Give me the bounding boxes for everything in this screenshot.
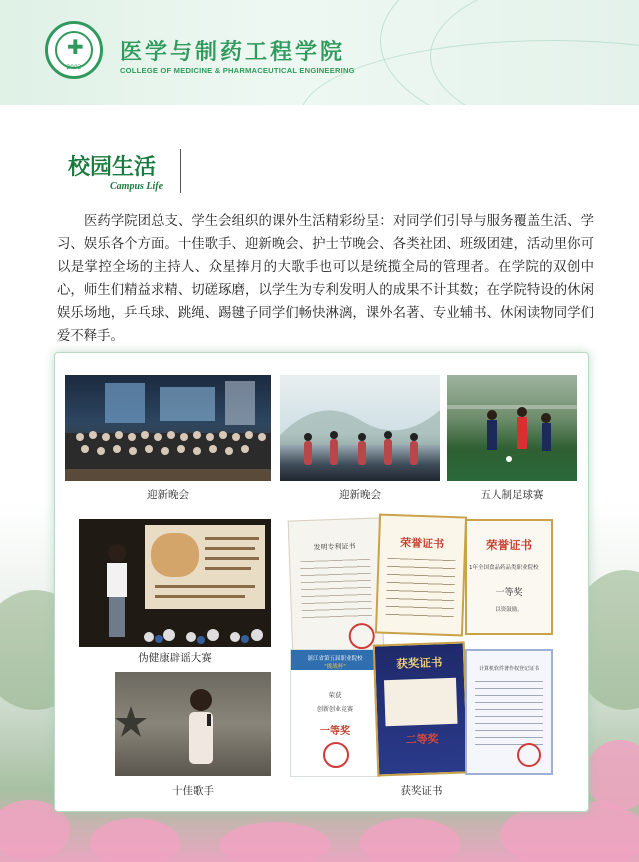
caption-health-rumor-contest: 伪健康辟谣大赛 — [138, 652, 212, 664]
cert-honor-1 — [375, 514, 467, 637]
cert-honor-2-footer: 以资鼓励。 — [495, 607, 523, 613]
caption-welcome-party-1: 迎新晚会 — [147, 489, 189, 501]
section-title: 校园生活 — [68, 154, 157, 180]
cert-award-text-panel — [384, 678, 458, 726]
cert-honor-2-prize: 一等奖 — [495, 588, 523, 598]
photo-top-singers — [115, 672, 271, 776]
logo-flame-icon: ✚ — [67, 35, 84, 59]
cert-honor-1-text-lines — [385, 558, 455, 620]
flower-shape — [90, 818, 180, 862]
college-name-cn: 医学与制药工程学院 — [120, 39, 346, 65]
cert-honor-2 — [465, 519, 553, 635]
cert-contest-brand: "挑战杯" — [324, 664, 346, 670]
college-logo — [45, 21, 103, 79]
seal-icon — [323, 742, 349, 768]
cert-honor-2-title: 荣誉证书 — [486, 538, 532, 552]
cert-award-prize: 二等奖 — [405, 732, 439, 747]
caption-top-singers: 十佳歌手 — [172, 785, 214, 797]
cert-software — [465, 649, 553, 775]
stage-group-scene — [65, 375, 271, 481]
cert-software-text-lines — [475, 681, 543, 751]
cert-award — [373, 641, 470, 776]
college-name-en: COLLEGE OF MEDICINE & PHARMACEUTICAL ENGINEERING — [120, 66, 355, 75]
seal-icon — [348, 623, 375, 650]
seal-icon — [517, 743, 541, 767]
photo-welcome-party-1 — [65, 375, 271, 481]
cert-contest — [290, 649, 380, 777]
cert-patent-title: 发明专利证书 — [313, 542, 356, 552]
dance-scene — [280, 375, 440, 481]
flower-shape — [585, 740, 639, 810]
caption-football: 五人制足球赛 — [480, 489, 544, 501]
cert-award-title: 获奖证书 — [396, 655, 443, 671]
caption-welcome-party-2: 迎新晚会 — [339, 489, 381, 501]
cert-contest-won: 荣获 — [328, 691, 342, 699]
photo-football — [447, 375, 577, 481]
football-scene — [447, 375, 577, 481]
caption-certificates: 获奖证书 — [400, 785, 443, 797]
cert-contest-prize: 一等奖 — [320, 726, 350, 737]
photo-welcome-party-2 — [280, 375, 440, 481]
cert-honor-2-line: 1年全国食品药品类职业院校 — [469, 565, 539, 571]
section-subtitle: Campus Life — [110, 181, 164, 192]
lecture-scene — [79, 519, 271, 647]
flower-shape — [360, 818, 460, 862]
section-divider — [180, 149, 181, 193]
cert-contest-name: 创新创业竞赛 — [316, 706, 353, 713]
singer-scene — [115, 672, 271, 776]
intro-paragraph: 医药学院团总支、学生会组织的课外生活精彩纷呈：对同学们引导与服务覆盖生活、学习、娱乐各个方面。十佳歌手、迎新晚会、护士节晚会、各类社团、班级团建，活动里你可以是掌控全场的主持人、众星捧月的大歌手也可以是统揽全局的管理者。在学院的双创中心，师生们精益求精、切磋琢磨，以学生为专利发明人的成果不计其数；在学院特设的休闲娱乐场地，乒乓球、跳绳、踢毽子同学们畅快淋漓，课外名著、专业辅书、休闲读物同学们爱不释手。 — [57, 214, 594, 344]
cert-honor-1-title: 荣誉证书 — [399, 536, 445, 551]
photo-gallery — [54, 352, 589, 812]
cert-software-title: 计算机软件著作权登记证书 — [478, 666, 539, 672]
photo-health-rumor-contest — [79, 519, 271, 647]
cert-patent — [288, 517, 385, 656]
logo-year: 2002 — [66, 64, 82, 71]
flower-shape — [220, 822, 330, 862]
cert-patent-text-lines — [300, 559, 372, 621]
cert-contest-org: 浙江省第五届职业院校 — [307, 656, 363, 662]
